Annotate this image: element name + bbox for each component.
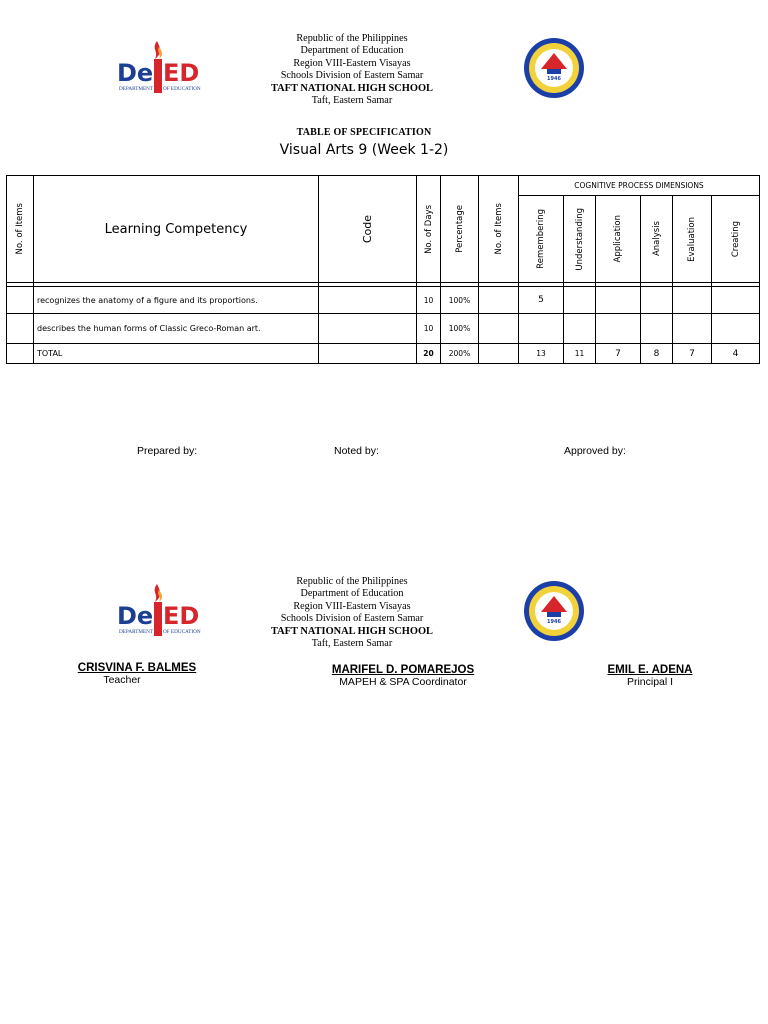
- letterhead-line: Region VIII-Eastern Visayas: [293, 57, 411, 69]
- total-evaluation: 7: [673, 344, 712, 364]
- header-understanding: Understanding: [564, 196, 596, 283]
- svg-text:De: De: [117, 602, 154, 630]
- total-understanding: 11: [564, 344, 596, 364]
- remembering-cell: [519, 314, 564, 344]
- deped-logo: [113, 580, 209, 646]
- svg-text:ED: ED: [163, 59, 200, 87]
- svg-text:1946: 1946: [547, 76, 561, 82]
- header-application: Application: [596, 196, 641, 283]
- letterhead-school: TAFT NATIONAL HIGH SCHOOL: [271, 625, 433, 637]
- table-row: [7, 287, 760, 314]
- header-analysis: Analysis: [641, 196, 673, 283]
- days-cell: 10: [417, 287, 441, 314]
- deped-logo: [113, 37, 209, 103]
- days-cell: 10: [417, 314, 441, 344]
- signatory-teacher: [62, 662, 212, 686]
- document-subtitle: Visual Arts 9 (Week 1-2): [279, 142, 449, 158]
- header-cognitive-dimensions: COGNITIVE PROCESS DIMENSIONS: [519, 176, 760, 196]
- letterhead-line: Taft, Eastern Samar: [311, 638, 393, 650]
- table-row: [7, 314, 760, 344]
- letterhead-line: Taft, Eastern Samar: [311, 95, 393, 107]
- total-days: 20: [417, 344, 441, 364]
- svg-text:1946: 1946: [547, 619, 561, 625]
- document-title: TABLE OF SPECIFICATION: [296, 127, 432, 138]
- header-creating: Creating: [712, 196, 760, 283]
- header-remembering: Remembering: [519, 196, 564, 283]
- letterhead-line: Region VIII-Eastern Visayas: [293, 600, 411, 612]
- school-seal: [523, 580, 585, 642]
- header-percentage: Percentage: [441, 176, 479, 283]
- signatory-coordinator: [318, 664, 488, 688]
- total-analysis: 8: [641, 344, 673, 364]
- total-application: 7: [596, 344, 641, 364]
- letterhead-text: [232, 33, 472, 107]
- approved-by-label: Approved by:: [564, 445, 626, 457]
- letterhead-line: Republic of the Philippines: [296, 576, 408, 587]
- total-remembering: 13: [519, 344, 564, 364]
- header-code: Code: [319, 176, 417, 283]
- principal-name: EMIL E. ADENA: [607, 664, 693, 676]
- remembering-cell: 5: [519, 287, 564, 314]
- letterhead-text: [232, 576, 472, 650]
- specification-table: [6, 175, 760, 364]
- principal-role: Principal I: [626, 676, 674, 688]
- svg-text:OF EDUCATION: OF EDUCATION: [163, 629, 201, 635]
- coordinator-name: MARIFEL D. POMAREJOS: [331, 664, 475, 676]
- svg-text:OF EDUCATION: OF EDUCATION: [163, 86, 201, 92]
- total-creating: 4: [712, 344, 760, 364]
- letterhead-line: Schools Division of Eastern Samar: [280, 613, 424, 625]
- coordinator-role: MAPEH & SPA Coordinator: [339, 676, 467, 688]
- svg-text:DEPARTMENT: DEPARTMENT: [119, 86, 154, 92]
- letterhead-line: Department of Education: [300, 45, 404, 57]
- letterhead-line: Schools Division of Eastern Samar: [280, 70, 424, 82]
- header-learning-competency: Learning Competency: [34, 176, 319, 283]
- svg-text:DEPARTMENT: DEPARTMENT: [119, 629, 154, 635]
- competency-cell: describes the human forms of Classic Greco-Roman art.: [34, 314, 319, 344]
- header-no-items-2: No. of Items: [479, 176, 519, 283]
- svg-text:De: De: [117, 59, 154, 87]
- teacher-name: CRISVINA F. BALMES: [77, 662, 197, 674]
- prepared-by-label: Prepared by:: [137, 445, 198, 457]
- percentage-cell: 100%: [441, 287, 479, 314]
- svg-text:ED: ED: [163, 602, 200, 630]
- header-no-items: No. of Items: [7, 176, 34, 283]
- header-no-days: No. of Days: [417, 176, 441, 283]
- total-percentage: 200%: [441, 344, 479, 364]
- competency-cell: recognizes the anatomy of a figure and its proportions.: [34, 287, 319, 314]
- total-label: TOTAL: [34, 344, 319, 364]
- letterhead-line: Republic of the Philippines: [296, 33, 408, 44]
- percentage-cell: 100%: [441, 314, 479, 344]
- school-seal: [523, 37, 585, 99]
- signatory-principal: [590, 664, 710, 688]
- noted-by-label: Noted by:: [334, 445, 379, 457]
- teacher-role: Teacher: [103, 674, 141, 686]
- total-row: [7, 344, 760, 364]
- header-evaluation: Evaluation: [673, 196, 712, 283]
- letterhead-line: Department of Education: [300, 588, 404, 600]
- letterhead-school: TAFT NATIONAL HIGH SCHOOL: [271, 82, 433, 94]
